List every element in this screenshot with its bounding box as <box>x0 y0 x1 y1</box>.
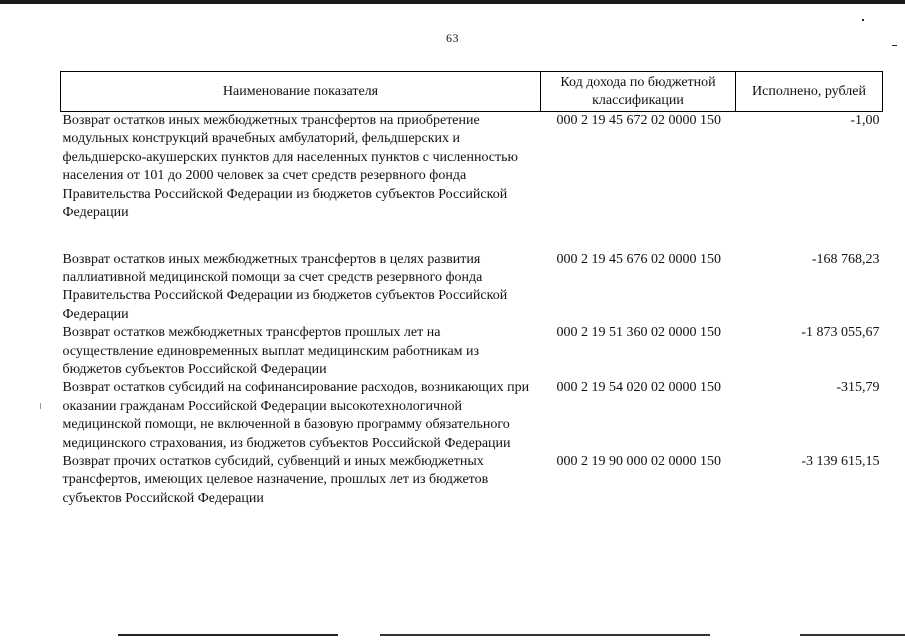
row-executed-amount: -168 768,23 <box>811 251 880 267</box>
table-header-row <box>61 72 883 112</box>
header-revenue-code: Код дохода по бюджетной классификации <box>541 72 736 112</box>
scan-speck <box>40 403 41 409</box>
table-row <box>61 112 883 251</box>
row-revenue-code: 000 2 19 90 000 02 0000 150 <box>556 453 721 469</box>
header-indicator-name: Наименование показателя <box>61 72 541 112</box>
header-executed-amount: Исполнено, рублей <box>736 72 883 112</box>
table-row <box>61 453 883 508</box>
table-row <box>61 324 883 379</box>
row-revenue-code: 000 2 19 45 676 02 0000 150 <box>556 251 721 267</box>
row-revenue-code: 000 2 19 45 672 02 0000 150 <box>556 113 721 128</box>
page-number: 63 <box>446 31 459 45</box>
row-indicator-name: Возврат прочих остатков субсидий, субвенций и иных межбюджетных трансфертов, имеющих целевое назначение, прошлых лет из бюджетов субъектов Российской Федерации <box>62 453 489 506</box>
table-row <box>61 379 883 453</box>
row-indicator-name: Возврат остатков иных межбюджетных трансфертов на приобретение модульных конструкций врачебных амбулаторий, фельдшерских и фельдшерско-акушерских пунктов для населенных пунктов с численностью населения от 101 до 2000 человек за счет средств резервного фонда Правительства Российской Федерации из бюджетов субъектов Российской Федерации <box>62 113 518 221</box>
scan-top-border <box>0 0 905 4</box>
row-executed-amount: -315,79 <box>836 380 880 396</box>
scan-bottom-line <box>380 634 710 636</box>
scan-speck <box>862 19 864 21</box>
scan-bottom-line <box>800 634 905 636</box>
row-revenue-code: 000 2 19 51 360 02 0000 150 <box>556 325 721 341</box>
row-executed-amount: -1 873 055,67 <box>801 325 880 341</box>
row-indicator-name: Возврат остатков межбюджетных трансфертов прошлых лет на осуществление единовременных выплат медицинским работникам из бюджетов субъектов Российской Федерации <box>62 325 480 377</box>
budget-revenue-table <box>60 71 883 508</box>
row-revenue-code: 000 2 19 54 020 02 0000 150 <box>556 380 721 396</box>
table-row <box>61 251 883 325</box>
scan-bottom-line <box>118 634 338 636</box>
row-executed-amount: -1,00 <box>850 113 880 128</box>
row-indicator-name: Возврат остатков субсидий на софинансирование расходов, возникающих при оказании гражданам Российской Федерации высокотехнологичной медицинской помощи, не включенной в базовую программу обязательного медицинского страхования, из бюджетов субъектов Российской Федерации <box>62 380 530 451</box>
row-indicator-name: Возврат остатков иных межбюджетных трансфертов в целях развития паллиативной медицинской помощи за счет средств резервного фонда Правительства Российской Федерации из бюджетов субъектов Российской Федерации <box>62 251 508 322</box>
row-executed-amount: -3 139 615,15 <box>801 453 880 469</box>
